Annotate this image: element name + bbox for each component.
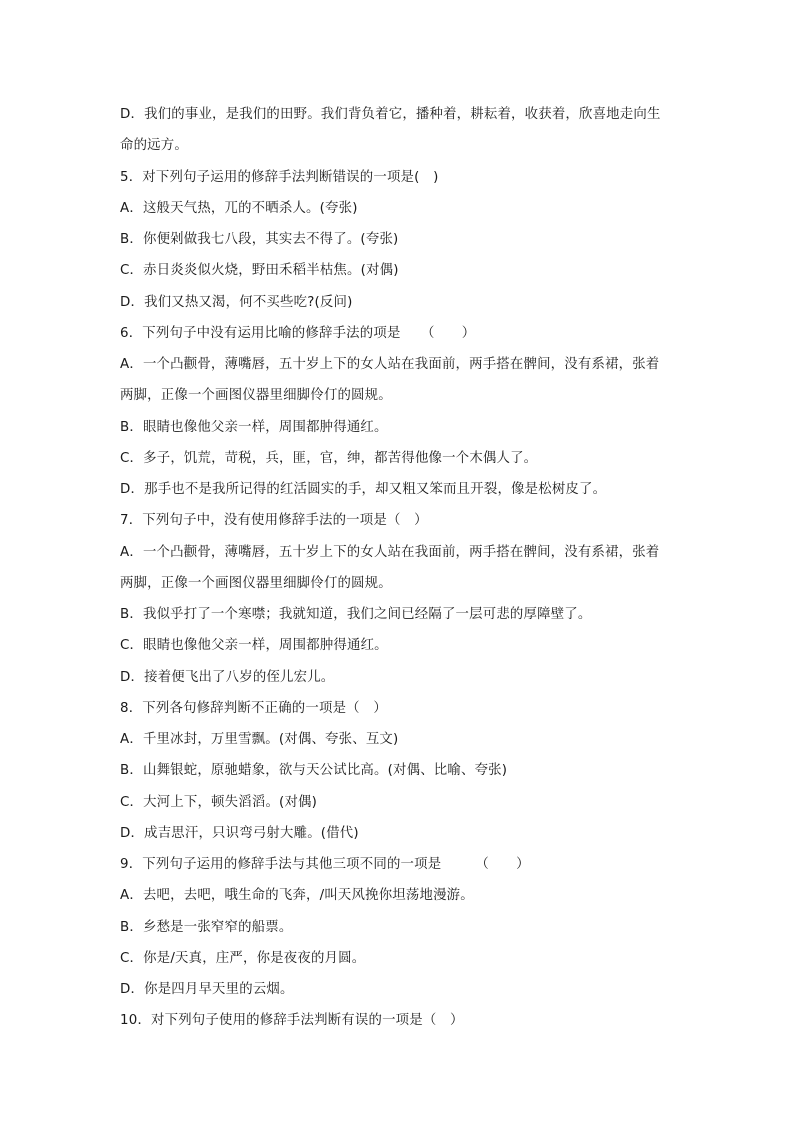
text-line: 两脚，正像一个画图仪器里细脚伶仃的圆规。: [120, 575, 392, 591]
question-stem: 8．下列各句修辞判断不正确的一项是（ ）: [120, 700, 387, 716]
option-a: A．去吧，去吧，哦生命的飞奔，/叫天风挽你坦荡地漫游。: [120, 888, 474, 904]
option-b: B．眼睛也像他父亲一样，周围都肿得通红。: [120, 419, 388, 435]
text-line: 命的远方。: [120, 138, 188, 154]
option-d: D．成吉思汗，只识弯弓射大雕。(借代): [120, 825, 359, 841]
option-d: D．我们又热又渴，何不买些吃?(反问): [120, 294, 353, 310]
option-a: A．一个凸颧骨，薄嘴唇，五十岁上下的女人站在我面前，两手搭在髀间，没有系裙，张着: [120, 357, 660, 372]
question-stem: 6．下列句子中没有运用比喻的修辞手法的项是 （ ）: [120, 325, 476, 341]
question-stem: 9．下列句子运用的修辞手法与其他三项不同的一项是 （ ）: [120, 857, 530, 872]
option-c: C．眼睛也像他父亲一样，周围都肿得通红。: [120, 638, 388, 654]
option-c: C．多子，饥荒，苛税，兵，匪，官，绅，都苦得他像一个木偶人了。: [120, 450, 538, 466]
question-stem: 5．对下列句子运用的修辞手法判断错误的一项是( ): [120, 169, 439, 185]
option-c: C．你是/天真，庄严，你是夜夜的月圆。: [120, 950, 366, 966]
option-b: B．乡愁是一张窄窄的船票。: [120, 919, 293, 935]
option-d: D．你是四月早天里的云烟。: [120, 982, 294, 997]
option-a: A．这般天气热，兀的不晒杀人。(夸张): [120, 200, 358, 216]
option-b: B．你便剁做我七八段，其实去不得了。(夸张): [120, 232, 399, 247]
option-c: C．赤日炎炎似火烧，野田禾稻半枯焦。(对偶): [120, 263, 399, 279]
text-line: 两脚，正像一个画图仪器里细脚伶仃的圆规。: [120, 388, 392, 404]
option-d: D．接着便飞出了八岁的侄儿宏儿。: [120, 669, 335, 685]
question-stem: 7．下列句子中，没有使用修辞手法的一项是（ ）: [120, 513, 428, 529]
option-b: B．我似乎打了一个寒噤；我就知道，我们之间已经隔了一层可悲的厚障壁了。: [120, 607, 592, 622]
option-b: B．山舞银蛇，原驰蜡象，欲与天公试比高。(对偶、比喻、夸张): [120, 763, 508, 779]
option-d: D．那手也不是我所记得的红活圆实的手，却又粗又笨而且开裂，像是松树皮了。: [120, 482, 607, 497]
question-text: [120, 99, 680, 1037]
option-a: A．千里冰封，万里雪飘。(对偶、夸张、互文): [120, 732, 399, 747]
text-line: D．我们的事业，是我们的田野。我们背负着它，播种着，耕耘着，收获着，欣喜地走向生: [120, 107, 661, 122]
option-a: A．一个凸颧骨，薄嘴唇，五十岁上下的女人站在我面前，两手搭在髀间，没有系裙，张着: [120, 544, 660, 560]
question-stem: 10．对下列句子使用的修辞手法判断有误的一项是（ ）: [120, 1013, 464, 1029]
option-c: C．大河上下，顿失滔滔。(对偶): [120, 794, 318, 810]
